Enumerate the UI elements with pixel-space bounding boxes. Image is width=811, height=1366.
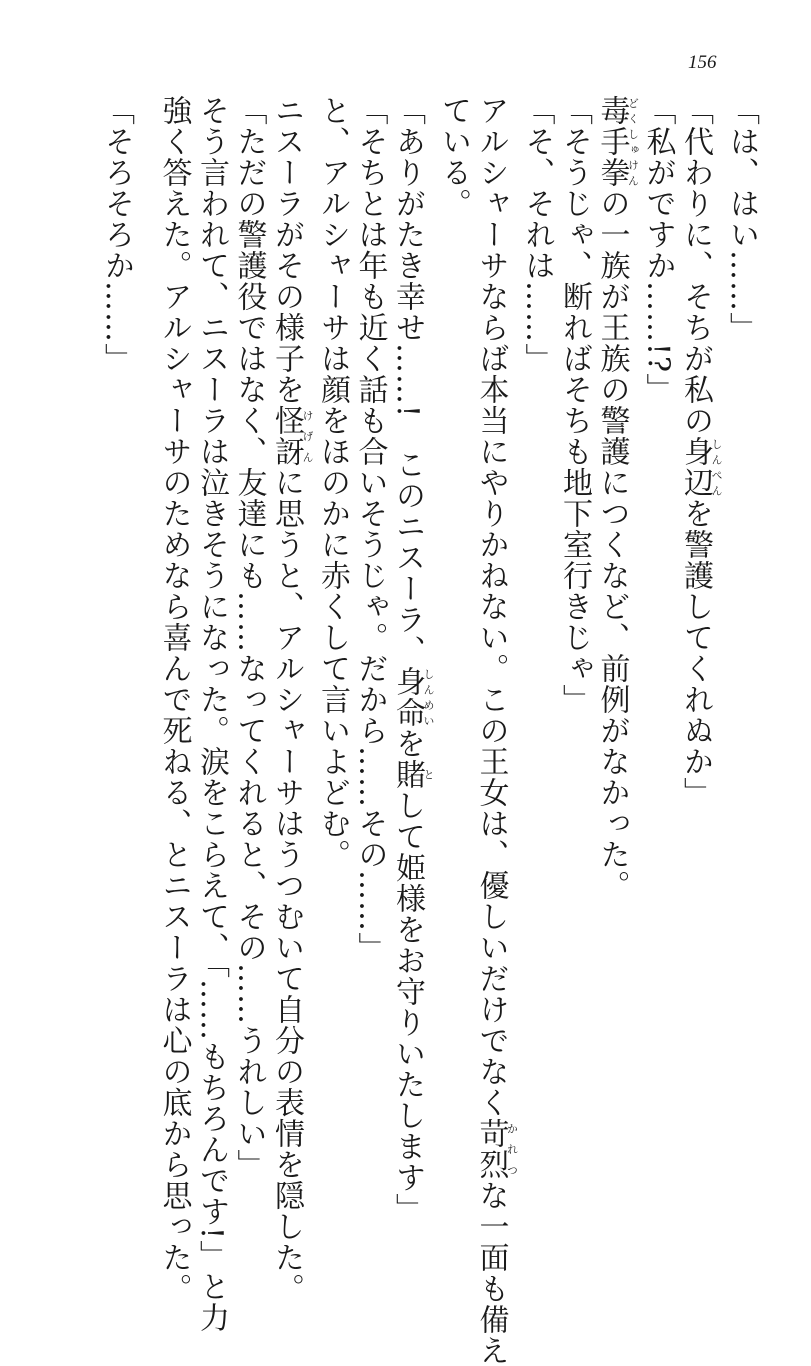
ruby-word: 怪訝けげん [269, 405, 314, 467]
ruby-word: 身辺しんぺん [678, 436, 723, 498]
text-line: 「私がですか……!?」 [640, 95, 676, 405]
text-line: 「代わりに、そちが私の身辺しんぺんを警護してくれぬか」 [678, 95, 723, 808]
text-line: 「そちとは年も近く話も合いそうじゃ。だから……その……」 [352, 95, 388, 963]
page-number: 156 [688, 52, 717, 73]
ruby-word: 苛烈かれつ [473, 1118, 519, 1180]
text-line: 「ありがたき幸せ……! このニスーラ、身命しんめいを賭として姫様をお守りいたします」 [390, 95, 435, 1225]
text-line: 「ただの警護役ではなく、友達にも……なってくれると、その……うれしい」 [231, 95, 267, 1180]
text-line: 「そろそろか……」 [99, 95, 134, 374]
text-line: ている。 [436, 95, 471, 219]
ruby-word: 身命しんめい [390, 666, 435, 729]
text-line: と、アルシャーサは顔をほのかに赤くして言いよどむ。 [315, 95, 350, 870]
text-line: そう言われて、ニスーラは泣きそうになった。涙をこらえて、「……もちろんです!」と力 [194, 95, 229, 1334]
text-line: 「そ、それは……」 [519, 95, 555, 374]
ruby-word: 毒手拳どくしゅけん [594, 95, 640, 188]
body-text [60, 95, 760, 1366]
scene-break [135, 95, 155, 1145]
text-line: 「は、はい……」 [724, 95, 759, 343]
text-line: 強く答えた。アルシャーサのためなら喜んで死ねる、とニスーラは心の底から思った。 [156, 95, 192, 1304]
text-line: 毒手拳どくしゅけんの一族が王族の警護につくなど、前例がなかった。 [594, 95, 640, 901]
ruby-word: 賭と [390, 759, 435, 791]
text-line: 「そうじゃ、断ればそちも地下室行きじゃ」 [557, 95, 592, 715]
text-line: ニスーラがその様子を怪訝けげんに思うと、アルシャーサはうつむいて自分の表情を隠した。 [269, 95, 314, 1304]
text-line: アルシャーサならば本当にやりかねない。この王女は、優しいだけでなく苛烈かれつな一面も備え [473, 95, 519, 1366]
